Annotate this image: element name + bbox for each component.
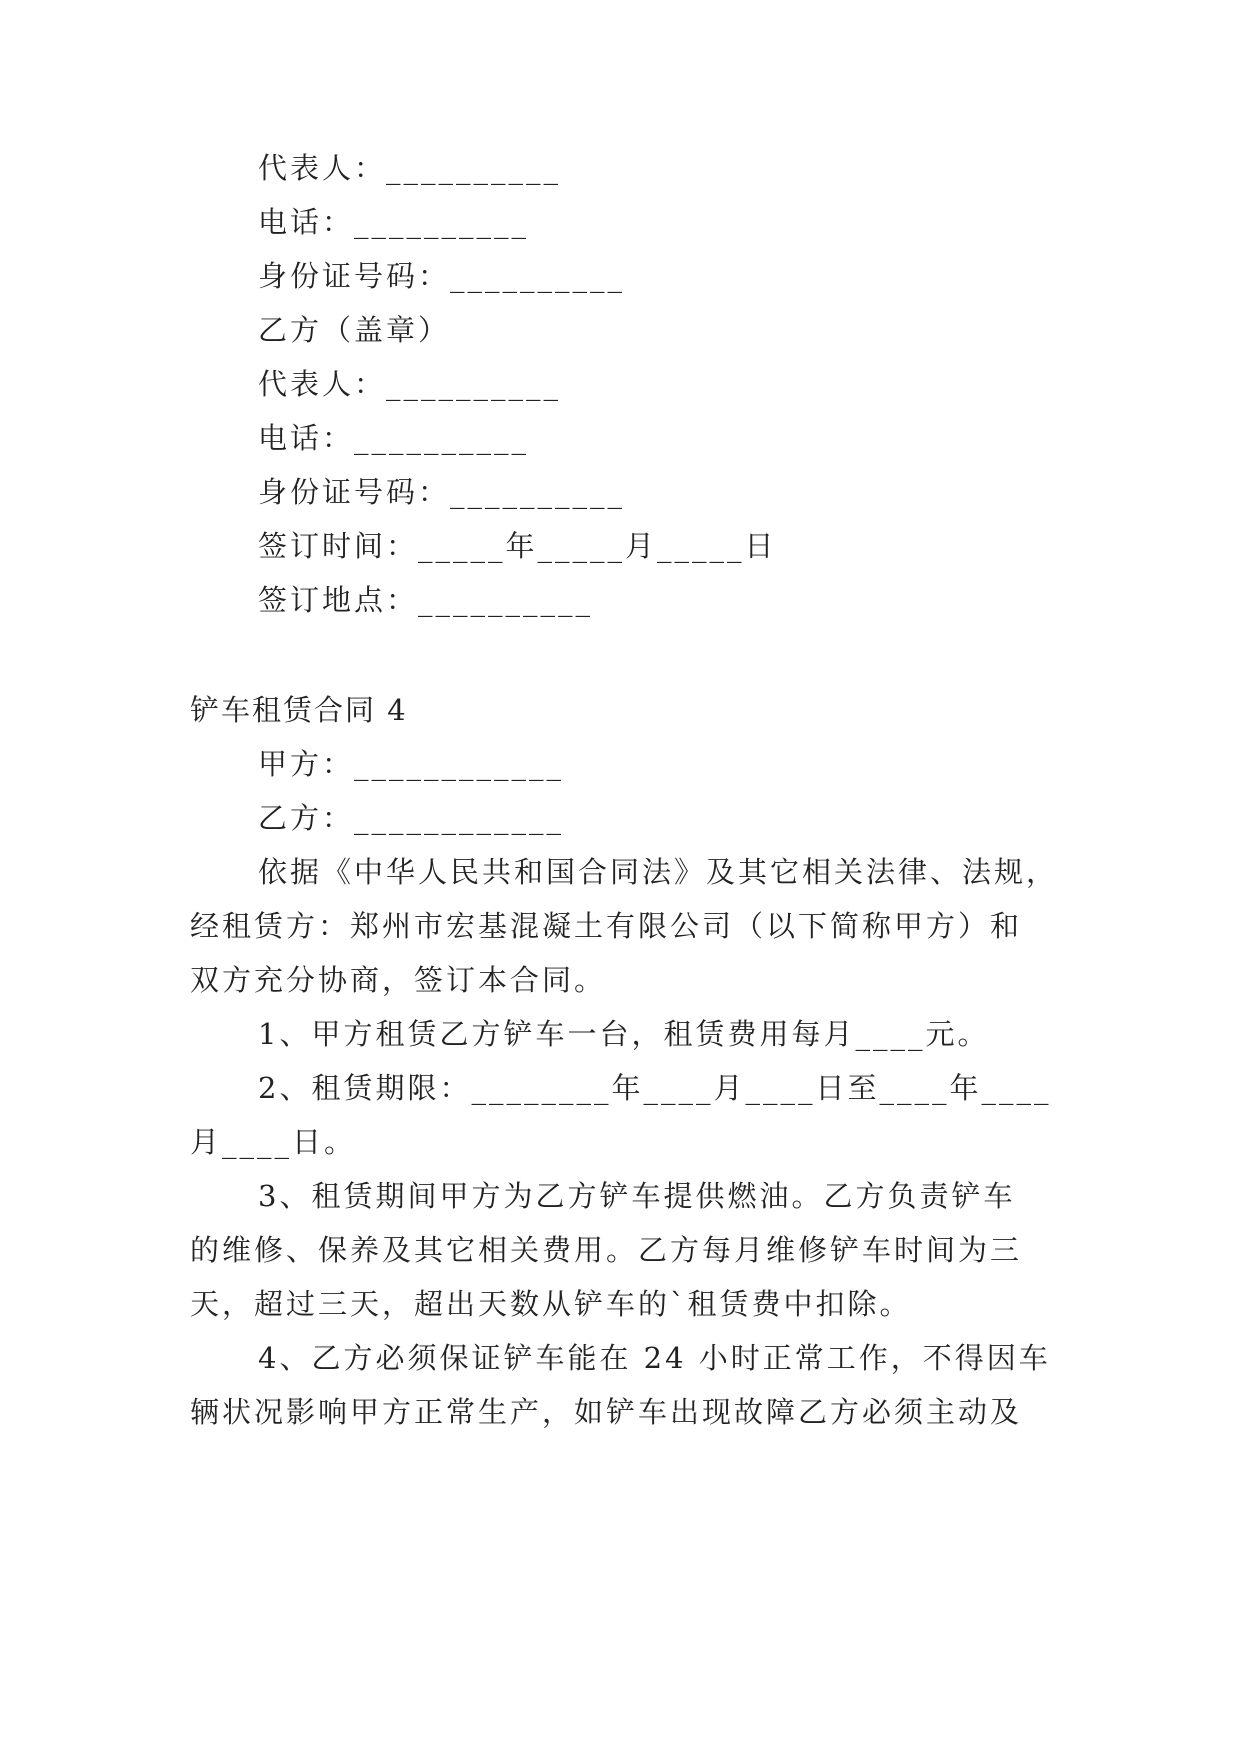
clause-3-line-3: 天，超过三天，超出天数从铲车的`租赁费中扣除。	[190, 1287, 912, 1321]
clause-4-line-2: 辆状况影响甲方正常生产，如铲车出现故障乙方必须主动及	[190, 1395, 1023, 1429]
id-a-line: 身份证号码：__________	[258, 259, 626, 293]
clause-3-line-2: 的维修、保养及其它相关费用。乙方每月维修铲车时间为三	[190, 1233, 1023, 1267]
intro-line-1: 依据《中华人民共和国合同法》及其它相关法律、法规，	[258, 855, 1059, 889]
party-a-line: 甲方：____________	[258, 747, 565, 781]
phone-b-line: 电话：__________	[258, 421, 530, 455]
intro-line-2: 经租赁方：郑州市宏基混凝土有限公司（以下简称甲方）和	[190, 909, 1023, 943]
party-b-seal-line: 乙方（盖章）	[258, 313, 451, 347]
contract-title: 铲车租赁合同 4	[190, 693, 408, 727]
phone-a-line: 电话：__________	[258, 205, 530, 239]
clause-4-line-1: 4、乙方必须保证铲车能在 24 小时正常工作，不得因车	[258, 1341, 1051, 1375]
clause-2-line-2: 月____日。	[190, 1125, 357, 1159]
id-b-line: 身份证号码：__________	[258, 475, 626, 509]
rep-a-line: 代表人：__________	[258, 151, 562, 185]
sign-place-line: 签订地点：__________	[258, 583, 594, 617]
intro-line-3: 双方充分协商，签订本合同。	[190, 963, 607, 997]
clause-2-line-1: 2、租赁期限：________年____月____日至____年____	[258, 1071, 1052, 1105]
rep-b-line: 代表人：__________	[258, 367, 562, 401]
party-b-line: 乙方：____________	[258, 801, 565, 835]
clause-3-line-1: 3、租赁期间甲方为乙方铲车提供燃油。乙方负责铲车	[258, 1179, 1016, 1213]
clause-1: 1、甲方租赁乙方铲车一台，租赁费用每月____元。	[258, 1017, 990, 1051]
sign-date-line: 签订时间：_____年_____月_____日	[258, 529, 777, 563]
